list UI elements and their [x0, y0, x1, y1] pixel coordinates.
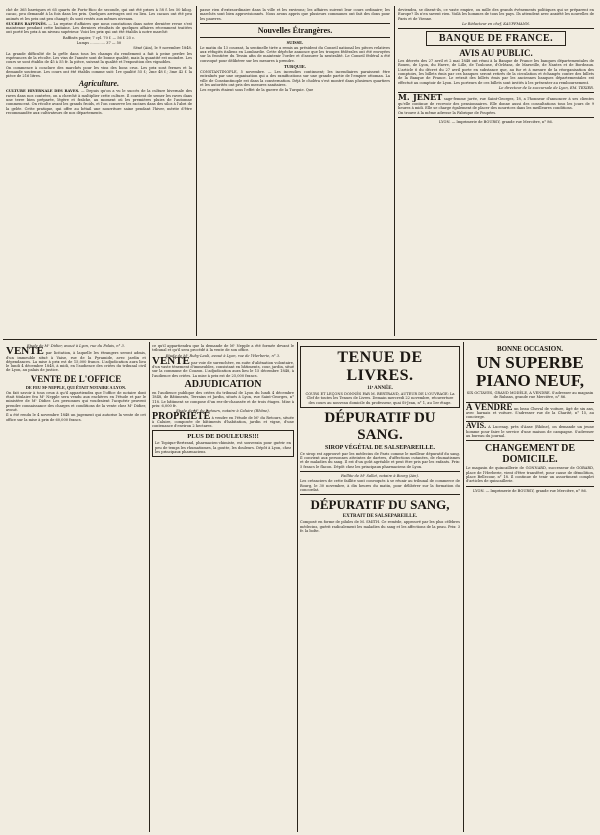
- avis-heading: AVIS.: [466, 421, 487, 431]
- divider: [200, 37, 390, 38]
- etude-didier: Etude de Mᵉ Didier, avoué à Lyon, rue du Palais, n° 3.: [27, 344, 125, 348]
- column-divider: [149, 342, 150, 832]
- vendre-paragraph: [466, 401, 594, 420]
- section-divider: [3, 339, 597, 340]
- jenet-text: sage-femme jurée, rue Saint-Georges, 18, a l'honneur d'annoncer à ses clientes qu'elle continue de recevoir des pensionnaires. Elle donne aussi des consultations tous les jours de 9 heures à midi. Elle se charge également de placer des nourrices dans les meilleures conditions.: [398, 97, 594, 110]
- column-divider: [463, 342, 464, 832]
- vendre-heading: A VENDRE: [466, 401, 513, 412]
- market-paragraph-1: La grande difficulté de la grêle dans tous les champs du rendement a fait à peine perdre les espérances de la récolte. Les vins de l'année sont de bonne qualité, mais la quantité est moindre. Les cours se sont établis de 45 à 55 fr. la pièce, suivant la qualité et l'exposition des vignobles.: [6, 51, 192, 65]
- bottom-column-4: [466, 344, 594, 832]
- top-right-column: [398, 8, 594, 336]
- adjudication-heading: ADJUDICATION: [184, 379, 262, 391]
- tenue-text: COURS ET LEÇONS DONNÉS PAR M. BERTRAND, AUTEUR DE L'OUVRAGE: La Clef de toutes les Tenues de Livres. Demain mercredi 22 novembre, réouverture des cours au nouveau domicile du professeur, quai St-Jean, n° 1, au 1er étage.: [305, 392, 455, 405]
- changement-heading: CHANGEMENT DE DOMICILE.: [484, 443, 576, 466]
- bottom-column-2: [152, 344, 294, 832]
- top-middle-column: [200, 8, 390, 336]
- price-line-2: Lumps ............. 37 — 50: [76, 41, 122, 46]
- editor-signature: Le Rédacteur en chef, KAUFFMANN.: [462, 21, 530, 26]
- office-paragraph-2: Il a été rendu le 4 novembre 1848 un jugement qui autorise la vente de cet office sur la mise à prix de 60,000 francs.: [6, 413, 146, 422]
- vendre-text: un beau Cheval de voiture, âgé de six ans, avec harnais et voiture. S'adresser rue de la Charité, n° 15, au concierge.: [466, 406, 594, 420]
- column-divider: [394, 6, 395, 336]
- sucres-heading: SUCRES RAFFINÉS.: [6, 21, 47, 26]
- depuratif2-heading: DÉPURATIF DU SANG,: [310, 497, 450, 513]
- printer-footer: LYON. — Imprimerie de BOURSY, grande rue Mercière, n° 86.: [439, 120, 553, 125]
- bottom-column-1: [6, 344, 146, 832]
- jenet-paragraph: [398, 92, 594, 110]
- agriculture-heading: Agriculture.: [78, 79, 120, 89]
- dateline: Séné (Ain), le 9 novembre 1848.: [133, 46, 192, 51]
- changement-text: Le magasin de quincaillerie de GONNARD, successeur de GOBARD, place de l'Herberie, vient d'être transféré, pour cause de démolition, place Bellecour, n° 18. Il continue de tenir un assortiment complet d'articles de quincaillerie.: [466, 466, 594, 484]
- sucres-paragraph: [6, 22, 192, 35]
- turquie-paragraph: CONSTANTINOPLE, 5 novembre. — Les incendies continuent; les incendiaires paraissent être entraînés par une organisation qui a des ramifications sur une grande partie de l'empire ottoman. La ville de Constantinople est dans la consternation. Déjà le choléra s'est montré dans plusieurs quartiers et les autorités ont pris des mesures sanitaires.: [200, 70, 390, 87]
- printer-footer: LYON. — Imprimerie de BOURSY, grande rue Mercière, n° 86.: [473, 488, 587, 493]
- vente-heading: VENTE: [6, 345, 44, 358]
- avis-paragraph: [466, 421, 594, 439]
- office-heading: VENTE DE L'OFFICE: [30, 373, 122, 384]
- column-divider: [297, 342, 298, 832]
- divider: [300, 471, 460, 472]
- agriculture-text: — Depuis qu'on a vu le succès de la culture hivernale des raves dans nos contrées, on a cherché à multiplier cette culture. Il convient de semer les raves dans une terre bien préparée, légère et fraîche, au moment où les premières pluies de l'automne commencent. On récolte avant les grands froids, et l'on conserve les racines dans des silos à l'abri de la gelée. Cette pratique, qui offre au bétail une nourriture saine pendant l'hiver, mérite d'être recommandée aux cultivateurs de nos départements.: [6, 89, 192, 115]
- depuratif-subheading: SIROP VÉGÉTAL DE SALSEPAREILLE.: [324, 444, 436, 451]
- divider: [398, 117, 594, 118]
- tenue-ad: [300, 346, 460, 408]
- office-paragraph: On fait savoir à tous ceux à qu'il appartiendra que l'office de notaire dont était titulaire feu Mᵉ Nepple sera vendu aux enchères en l'étude et par le ministère de Mᵉ Didier. Les personnes qui voudraient l'acquérir peuvent prendre connaissance des charges et conditions de la vente chez Mᵉ Didier, avoué.: [6, 390, 146, 412]
- piano-heading: UN SUPERBE PIANO NEUF,: [476, 353, 584, 390]
- douleurs-text: Le Topique-Bertrand, pharmacien-chimiste, est souverain pour guérir en peu de temps les rhumatismes, la goutte, les douleurs. Dépôt à Lyon, chez les principaux pharmaciens.: [155, 441, 291, 455]
- bonne-occasion: BONNE OCCASION.: [496, 345, 564, 353]
- divider: [466, 440, 594, 441]
- etude-ruby: Etude de Mᵉ Ruby-Lauli, avoué à Lyon, rue de l'Herberie, n° 3.: [165, 353, 281, 358]
- agriculture-subheading: CULTURE HIVERNALE DES RAVES.: [6, 89, 80, 94]
- faillite-heading: Faillite de Mᵉ Sallet, notaire à Bourg (Ain).: [340, 474, 420, 479]
- divider: [200, 23, 390, 24]
- douleurs-ad: [152, 430, 294, 457]
- avis-paragraph: Les décrets des 27 avril et 2 mai 1848 ont réuni à la Banque de France les banques départementales de Rouen, de Lyon, du Havre, de Lille, de Toulouse, d'Orléans, de Marseille, de Nantes et de Bordeaux. L'article 6 du décret du 27 avril porte en substance que, au fur et à mesure de la réorganisation des comptoirs, les billets émis par ces banques seront retirés de la circulation et échangés contre des billets de la Banque de France. Le retrait des billets émis par les anciennes banques départementales est effectué au comptoir de Lyon. Les porteurs de ces billets sont invités à les présenter au remboursement.: [398, 59, 594, 85]
- tenue-subheading: 11ᵉ ANNÉE.: [367, 386, 393, 391]
- propriete-text: à vendre en l'étude de Mᵉ du Retours, située à Caluire, composée de bâtiments d'habitation, jardin et vigne, d'une contenance d'environ 2 hectares.: [152, 415, 294, 429]
- tenue-heading: TENUE DE LIVRES.: [337, 349, 423, 384]
- top-left-column: [6, 8, 192, 336]
- agriculture-paragraph: [6, 89, 192, 115]
- avis-heading: AVIS AU PUBLIC.: [459, 48, 533, 59]
- propriete-heading: PROPRIÉTÉ: [152, 410, 211, 422]
- nouvelles-heading: Nouvelles Étrangères.: [257, 25, 333, 35]
- vente-text: par voie de surenchère, en suite d'aliénation volontaire, d'un vaste tènement d'immeubles, consistant en bâtiments, cour, jardin, situé sur la commune de Couzon. L'adjudication aura lieu le 15 décembre 1848, à l'audience des criées. La mise à prix est de 25,000 francs.: [152, 360, 294, 378]
- column-divider: [196, 6, 197, 336]
- lead-paragraph: ché de 365 barriques et 65 quarts de Porto-Rico de seconde, qui ont été prises à 58 f. les 50 kilog. cacao, peu demandé à la fois dans les prix. Quelques arrivages ont eu lieu. Les cacaos ont été peu animés et les prix ont peu changé; ils sont restés aux mêmes niveaux.: [6, 8, 192, 21]
- office-subheading: DE FEU Mᵉ NEPPLE, QUI ÉTAIT NOTAIRE A LYON.: [25, 384, 127, 390]
- depuratif-heading: DÉPURATIF DU SANG.: [324, 409, 436, 443]
- douleurs-heading: PLUS DE DOULEURS!!!: [187, 433, 259, 441]
- jenet-note: On trouve à la même adresse la Fabrique de Poupées.: [398, 111, 497, 116]
- right-paragraph-1: deviendra, se disent-ils, ce vaste empire, ou mille des grands événements politiques qui se préparent en Europe? Ils n'en savent rien. Voilà les hommes de tous les pays. Ils attendent avec anxiété les nouvelles de Paris et de Vienne.: [398, 8, 594, 21]
- suisse-paragraph: Le matin du 13 courant, la sentinelle tirée a remis au président du Conseil national les pièces relatives aux réfugiés italiens en Lombardie. Cette dépêche annonce que les troupes fédérales ont été envoyées sur la frontière du Tessin afin de maintenir l'ordre et d'assurer la neutralité. Le Conseil fédéral a été convoqué pour délibérer sur les mesures à prendre.: [200, 45, 390, 63]
- banque-heading: BANQUE DE FRANCE.: [426, 31, 566, 46]
- divider: [300, 494, 460, 495]
- faillite-text: Les créanciers de cette faillite sont convoqués à se réunir au tribunal de commerce de Bourg, le 30 novembre, à dix heures du matin, pour délibérer sur la formation du concordat.: [300, 479, 460, 492]
- col2-intro: ce qu'il appartiendra que la demande de Mᵉ Nepple a été formée devant le tribunal et qu'il sera procédé à la vente de son office.: [152, 344, 294, 353]
- middle-paragraph-2: Les esprits étaient sous l'effet de la guerre de la Turquie. Que: [200, 88, 314, 93]
- suisse-heading: SUISSE.: [286, 39, 304, 45]
- price-line-1: Raffinés papier, 7 cyl. 70 f. — 56 f. 25 c.: [62, 35, 136, 40]
- sucres-text: — La reprise d'affaires que nous constations dans notre dernière revue s'est maintenue pendant cette huitaine. Les derniers résultats de quelques affaires récemment traitées ont porté les prix à un niveau supérieur. Voici les prix qui ont été établis à notre marché:: [6, 21, 192, 35]
- depuratif-text: Ce sirop est approuvé par les médecins de Paris comme le meilleur dépuratif du sang. Il convient aux personnes atteintes de dartres, d'affections cutanées, de rhumatismes et de maladies du sang. Il est d'un goût agréable et peut être pris par les enfants. Prix: 5 francs le flacon. Dépôt chez les principaux pharmaciens de Lyon.: [300, 451, 460, 469]
- turquie-heading: TURQUIE.: [283, 64, 307, 70]
- avis-text: A Lucenay, près d'Anse (Rhône), on demande un jeune homme pour faire le service d'une maison de campagne. S'adresser au bureau du journal.: [466, 425, 594, 439]
- avis-signature: Le directeur de la succursale de Lyon, EM. TEXIER.: [498, 85, 594, 90]
- vente-text: par licitation, à laquelle les étrangers seront admis, d'un immeuble situé à Vaise, rue de la Pyramide, avec jardin et dépendances. La mise à prix est de 15,000 francs. L'adjudication aura lieu le lundi 4 décembre 1848, à midi, en l'audience des criées du tribunal civil de Lyon, au palais de justice.: [6, 351, 146, 373]
- middle-paragraph-1: passe rien d'extraordinaire dans la ville et les environs; les affaires suivent leur cours ordinaire; les marchés sont bien approvisionnés. Nous avons appris que plusieurs communes ont fait des dons pour les pauvres.: [200, 8, 390, 21]
- depuratif2-text: Composé en forme de pilules de M. SMITH. Ce remède, approuvé par les plus célèbres médecins, guérit radicalement les maladies du sang et les affections de la peau. Prix: 3 fr. la boîte.: [300, 520, 460, 533]
- market-paragraph-2: On commence à conclure des marchés pour les vins des bons crus. Les prix sont fermes et la demande soutenue. Les cours ont été établis comme suit: 1re qualité 55 f.; 2me 48 f.; 3me 42 f. la pièce de 216 litres.: [6, 65, 192, 79]
- jenet-heading: M. JENET: [398, 92, 443, 103]
- piano-text: SIX OCTAVES, GRAND MODÈLE, A VENDRE. S'adresser au magasin de Rubans, grande rue Mercière, n° 86.: [466, 391, 594, 400]
- depuratif2-subheading: EXTRAIT DE SALSEPAREILLE.: [342, 514, 418, 520]
- divider: [466, 486, 594, 487]
- vente-heading: VENTE: [152, 354, 190, 367]
- bottom-column-3: [300, 344, 460, 832]
- divider: [398, 28, 594, 29]
- etude-retours: Etude de Mᵉ du Retours, notaire à Caluire (Rhône).: [176, 409, 270, 414]
- adjudication-paragraph: en l'audience publique des criées du tribunal de Lyon du lundi 4 décembre 1848, de Bâtiments, Terrains et Jardin, situés à Lyon, rue Saint-Georges, n° 118. Le bâtiment se compose d'un rez-de-chaussée et de trois étages. Mise à prix: 6,000 fr.: [152, 391, 294, 408]
